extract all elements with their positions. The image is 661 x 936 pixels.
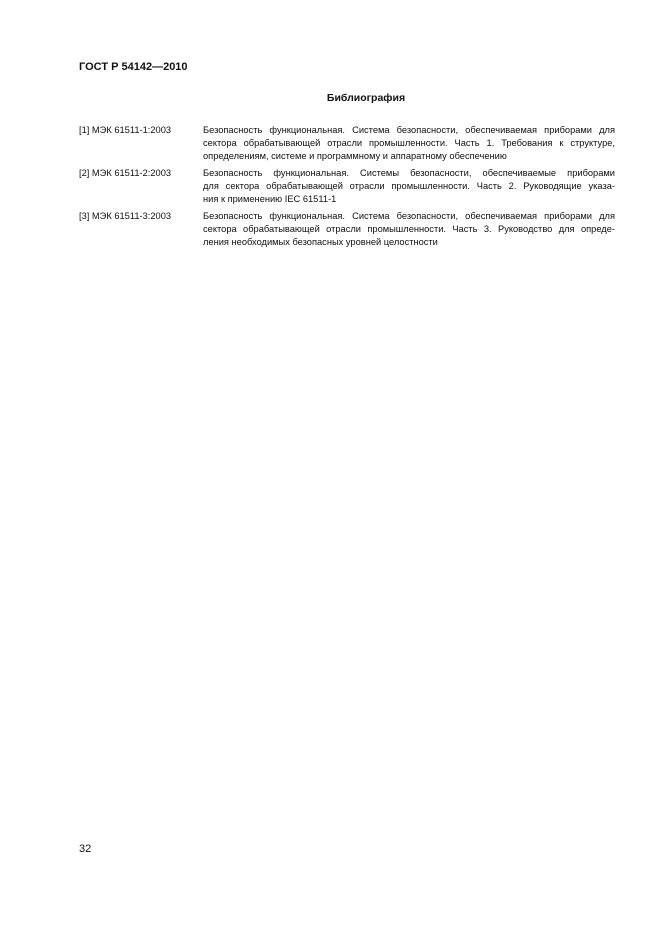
entry-reference: [3] МЭК 61511-3:2003 [79,211,172,221]
description-line: Безопасность функциональная. Система безопасности, обеспечиваемая приборами для [203,211,615,221]
description-line: сектора обрабатывающей отрасли промышленности. Часть 3. Руководство для опреде- [203,224,615,234]
standard-header: ГОСТ Р 54142—2010 [79,61,188,73]
entry-description [203,124,615,163]
entry-reference: [2] МЭК 61511-2:2003 [79,168,172,178]
entry-description [203,210,615,249]
description-line: Безопасность функциональная. Системы безопасности, обеспечиваемые приборами [203,168,615,178]
section-title: Библиография [326,92,406,104]
description-line: ния к применению IEC 61511-1 [203,194,337,204]
description-line: Безопасность функциональная. Система безопасности, обеспечиваемая приборами для [203,125,615,135]
description-line: ления необходимых безопасных уровней целостности [203,237,438,247]
description-line: для сектора обрабатывающей отрасли промышленности. Часть 2. Руководящие указа- [203,181,615,191]
entry-reference: [1] МЭК 61511-1:2003 [79,125,172,135]
page-number: 32 [79,843,92,855]
description-line: определениям, системе и программному и аппаратному обеспечению [203,151,507,161]
description-line: сектора обрабатывающей отрасли промышленности. Часть 1. Требования к структуре, [203,138,615,148]
entry-description [203,167,615,206]
